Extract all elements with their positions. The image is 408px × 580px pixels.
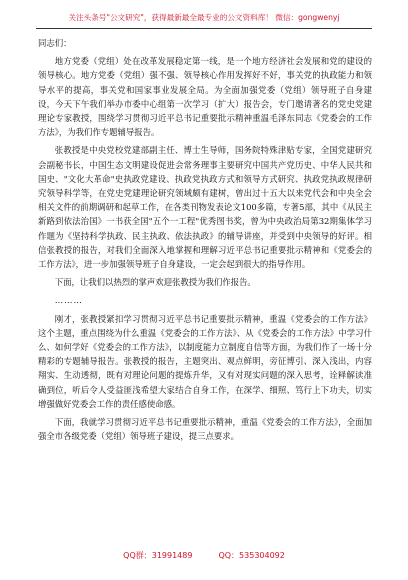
header-divider (36, 28, 372, 29)
header-banner: 关注头条号"公文研究"，获得最新最全最专业的公文资料库！ 微信：gongwenyj (68, 13, 340, 22)
paragraph: 下面，让我们以热烈的掌声欢迎张教授为我们作报告。 (54, 277, 256, 288)
paragraph: 地方党委（党组）处在改革发展稳定第一线，是一个地方经济社会发展和党的建设的领导核心。地方党委（党组）强不强、领导核心作用发挥好不好，事关党的执政能力和领导水平的提高，事关党和国家事业发展全局。为全面加强党委（党组）领导班子自身建设，今天下午我们举办市委中心组第一次学习（扩大）报告会，专门邀请著名的党史党建理论专家教授，围绕学习贯彻习近平总书记重要批示精神重温毛泽东同志《党委会的工作方法》，为我们作专题辅导报告。 (38, 56, 372, 138)
paragraph: 刚才，张教授紧扣学习贯彻习近平总书记重要批示精神，重温《党委会的工作方法》这个主题，重点围绕为什么重温《党委会的工作方法》、从《党委会的工作方法》中学习什么、如何学好《党委会的工作方法》，以制度能力立制度自信等方面，为我们作了一场十分精彩的专题辅导报告。张教授的报告，主题突出、观点鲜明，旁征博引、深入浅出，内容翔实、生动透彻，既有对理论问题的提炼升华，又有对现实问题的深入思考，诠释解读准确到位，听后令人受益匪浅希望大家结合自身工作，在深学、细照、笃行上下功夫，切实增强做好党委会工作的责任感使命感。 (38, 313, 372, 409)
paragraph: 下面，我就学习贯彻习近平总书记重要批示精神，重温《党委会的工作方法》，全面加强全市各级党委（党组）领导班子建设，提三点要求。 (38, 417, 372, 442)
document-body (38, 36, 372, 536)
footer-qq-group: QQ群：31991489 (123, 551, 193, 560)
footer-contact (36, 548, 372, 564)
footer-qq: QQ：535304092 (218, 551, 285, 560)
ellipsis-separator: ……… (54, 295, 83, 306)
paragraph: 张教授是中央党校党建部副主任、博士生导师，国务院特殊津贴专家，全国党建研究会副秘书长，中国生态文明建设促进会常务理事主要研究中国共产党历史、中华人民共和国史、"文化大革命"史执政党建设、执政党执政方式和领导方式研究、执政党执政规律研究领导科学等，在党史党建理论研究领域颇有建树，曾出过十五大以来党代会和中央全会相关文件的前期调研和起草工作，在各类刊物发表论文100多篇，专著5部，其中《从民主新路到依法治国》一书获全国"五个一工程"优秀图书奖，曾为中央政治局第32期集体学习作题为《坚持科学执政、民主执政、依法执政》的辅导讲座，并受到中央领导的好评。相信张教授的报告，对我们全面深入地掌握和理解习近平总书记重要批示精神和《党委会的工作方法》，进一步加强领导班子自身建设，一定会起到很大的指导作用。 (38, 145, 372, 270)
greeting: 同志们： (38, 38, 72, 48)
